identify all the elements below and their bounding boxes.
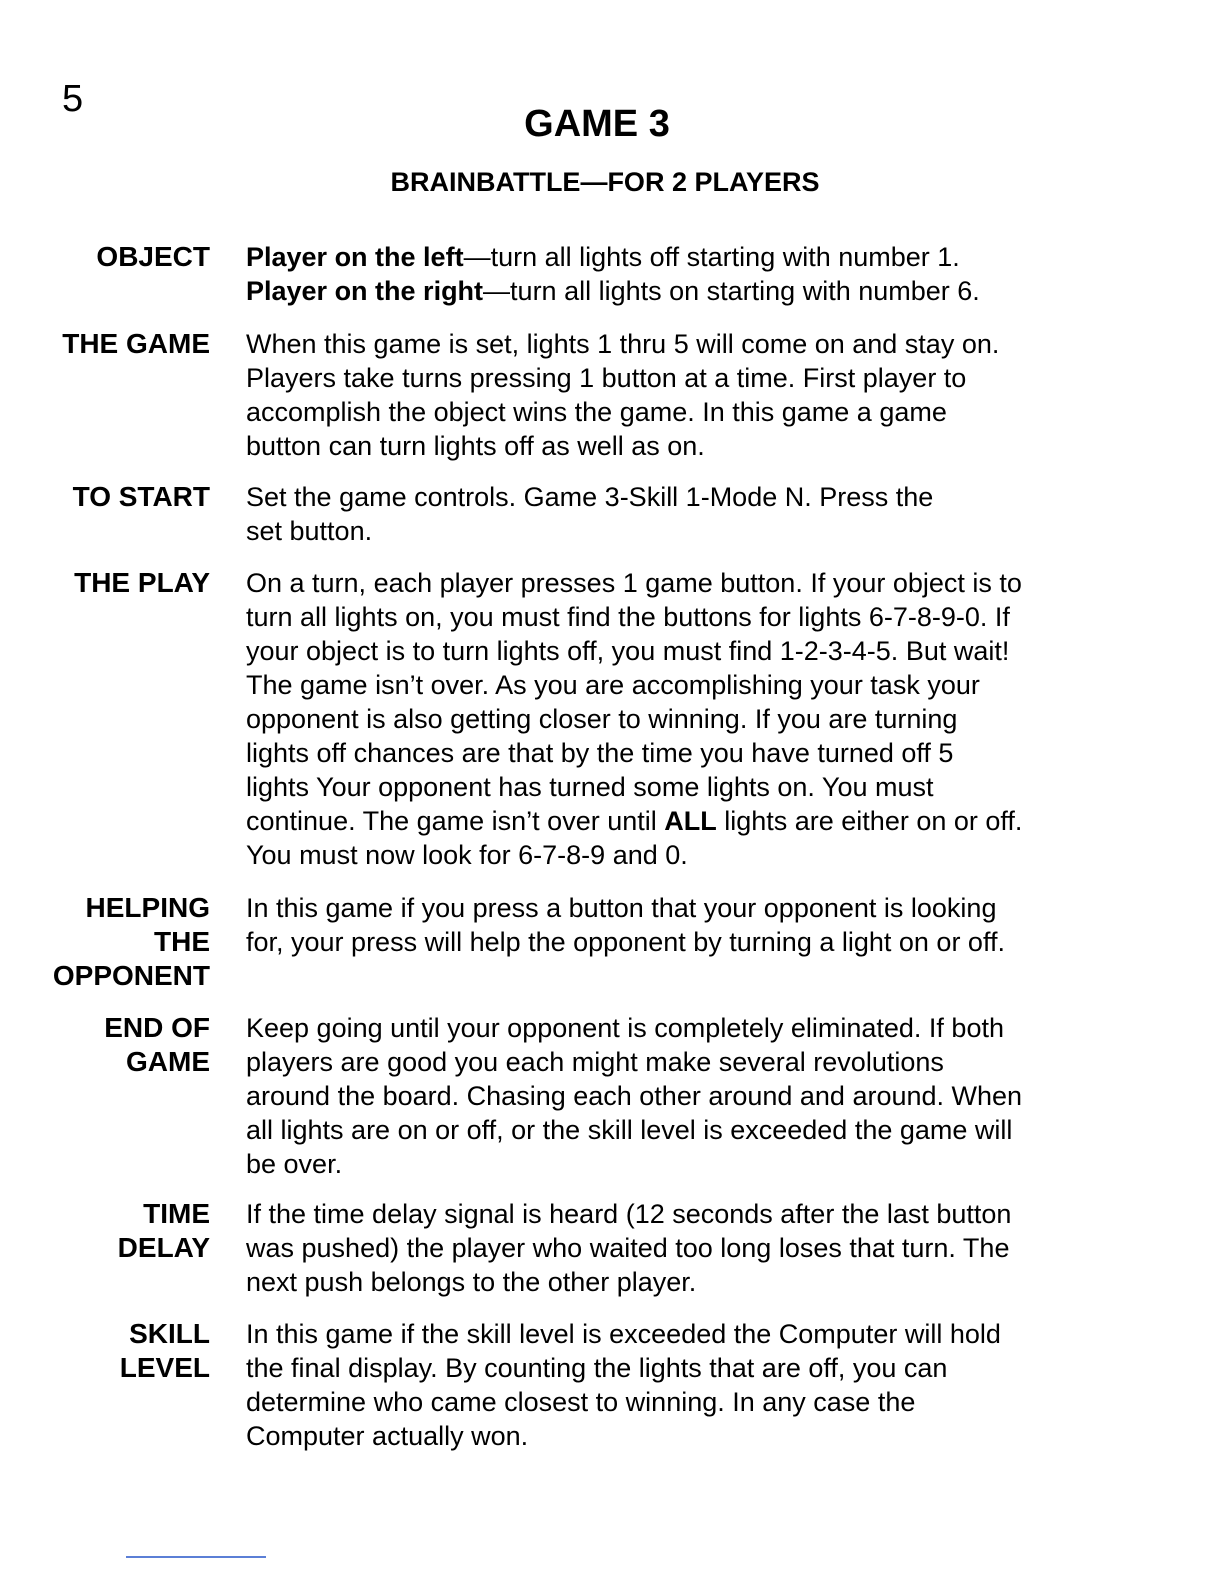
section-label bbox=[20, 1197, 210, 1265]
body-line: for, your press will help the opponent by turning a light on or off. bbox=[246, 927, 1005, 957]
body-line: set button. bbox=[246, 516, 373, 546]
body-text: —turn all lights on starting with number 6. bbox=[483, 276, 980, 306]
label-line: END OF bbox=[104, 1012, 210, 1043]
body-line: opponent is also getting closer to winning. If you are turning bbox=[246, 704, 958, 734]
page-number: 5 bbox=[62, 78, 84, 120]
label-line: HELPING bbox=[85, 892, 210, 923]
body-line: If the time delay signal is heard (12 seconds after the last button bbox=[246, 1199, 1012, 1229]
label-line: DELAY bbox=[117, 1232, 210, 1263]
body-text: lights are either on or off. bbox=[716, 806, 1023, 836]
section-body bbox=[246, 1011, 1126, 1181]
bold-phrase: ALL bbox=[664, 806, 717, 836]
body-line bbox=[246, 804, 1126, 838]
section-body bbox=[246, 1317, 1126, 1453]
label-line: LEVEL bbox=[119, 1352, 210, 1383]
section-label bbox=[20, 240, 210, 274]
bold-phrase: Player on the left bbox=[246, 242, 464, 272]
body-line: In this game if you press a button that your opponent is looking bbox=[246, 893, 997, 923]
body-line: turn all lights on, you must find the buttons for lights 6-7-8-9-0. If bbox=[246, 602, 1010, 632]
body-line: button can turn lights off as well as on. bbox=[246, 431, 705, 461]
body-line: On a turn, each player presses 1 game button. If your object is to bbox=[246, 568, 1022, 598]
page-title: GAME 3 bbox=[524, 103, 670, 145]
body-line: Keep going until your opponent is completely eliminated. If both bbox=[246, 1013, 1004, 1043]
section-body bbox=[246, 480, 1126, 548]
section-label bbox=[20, 327, 210, 361]
body-line bbox=[246, 240, 1126, 274]
footer-rule bbox=[126, 1556, 266, 1558]
section-body bbox=[246, 1197, 1126, 1299]
label-line: OBJECT bbox=[96, 241, 210, 272]
body-line: around the board. Chasing each other around and around. When bbox=[246, 1081, 1023, 1111]
body-line: accomplish the object wins the game. In this game a game bbox=[246, 397, 947, 427]
label-line: OPPONENT bbox=[52, 960, 210, 991]
body-line: the final display. By counting the lights that are off, you can bbox=[246, 1353, 948, 1383]
label-line: THE bbox=[154, 926, 210, 957]
body-line: determine who came closest to winning. In any case the bbox=[246, 1387, 916, 1417]
body-line: When this game is set, lights 1 thru 5 will come on and stay on. bbox=[246, 329, 1000, 359]
section-body bbox=[246, 240, 1126, 308]
label-line: SKILL bbox=[129, 1318, 210, 1349]
body-line: Set the game controls. Game 3-Skill 1-Mode N. Press the bbox=[246, 482, 934, 512]
section-label bbox=[20, 566, 210, 600]
body-line: In this game if the skill level is exceeded the Computer will hold bbox=[246, 1319, 1001, 1349]
body-line: was pushed) the player who waited too long loses that turn. The bbox=[246, 1233, 1010, 1263]
body-line bbox=[246, 274, 1126, 308]
body-line: be over. bbox=[246, 1149, 343, 1179]
body-line: lights Your opponent has turned some lights on. You must bbox=[246, 772, 934, 802]
body-line: The game isn’t over. As you are accomplishing your task your bbox=[246, 670, 980, 700]
body-line: Players take turns pressing 1 button at a time. First player to bbox=[246, 363, 967, 393]
body-line: next push belongs to the other player. bbox=[246, 1267, 697, 1297]
label-line: TIME bbox=[143, 1198, 210, 1229]
label-line: THE GAME bbox=[62, 328, 210, 359]
label-line: TO START bbox=[72, 481, 210, 512]
body-text: continue. The game isn’t over until bbox=[246, 806, 665, 836]
body-line: lights off chances are that by the time you have turned off 5 bbox=[246, 738, 954, 768]
body-line: players are good you each might make several revolutions bbox=[246, 1047, 944, 1077]
section-body bbox=[246, 566, 1126, 872]
section-label bbox=[20, 480, 210, 514]
bold-phrase: Player on the right bbox=[246, 276, 484, 306]
section-label bbox=[20, 1317, 210, 1385]
label-line: THE PLAY bbox=[74, 567, 210, 598]
body-line: Computer actually won. bbox=[246, 1421, 529, 1451]
body-text: —turn all lights off starting with number 1. bbox=[463, 242, 960, 272]
body-line: your object is to turn lights off, you must find 1-2-3-4-5. But wait! bbox=[246, 636, 1010, 666]
body-line: You must now look for 6-7-8-9 and 0. bbox=[246, 840, 688, 870]
section-body bbox=[246, 891, 1126, 959]
label-line: GAME bbox=[126, 1046, 210, 1077]
page-subtitle: BRAINBATTLE—FOR 2 PLAYERS bbox=[390, 167, 820, 197]
section-body bbox=[246, 327, 1126, 463]
section-label bbox=[20, 1011, 210, 1079]
section-label bbox=[20, 891, 210, 993]
body-line: all lights are on or off, or the skill level is exceeded the game will bbox=[246, 1115, 1013, 1145]
